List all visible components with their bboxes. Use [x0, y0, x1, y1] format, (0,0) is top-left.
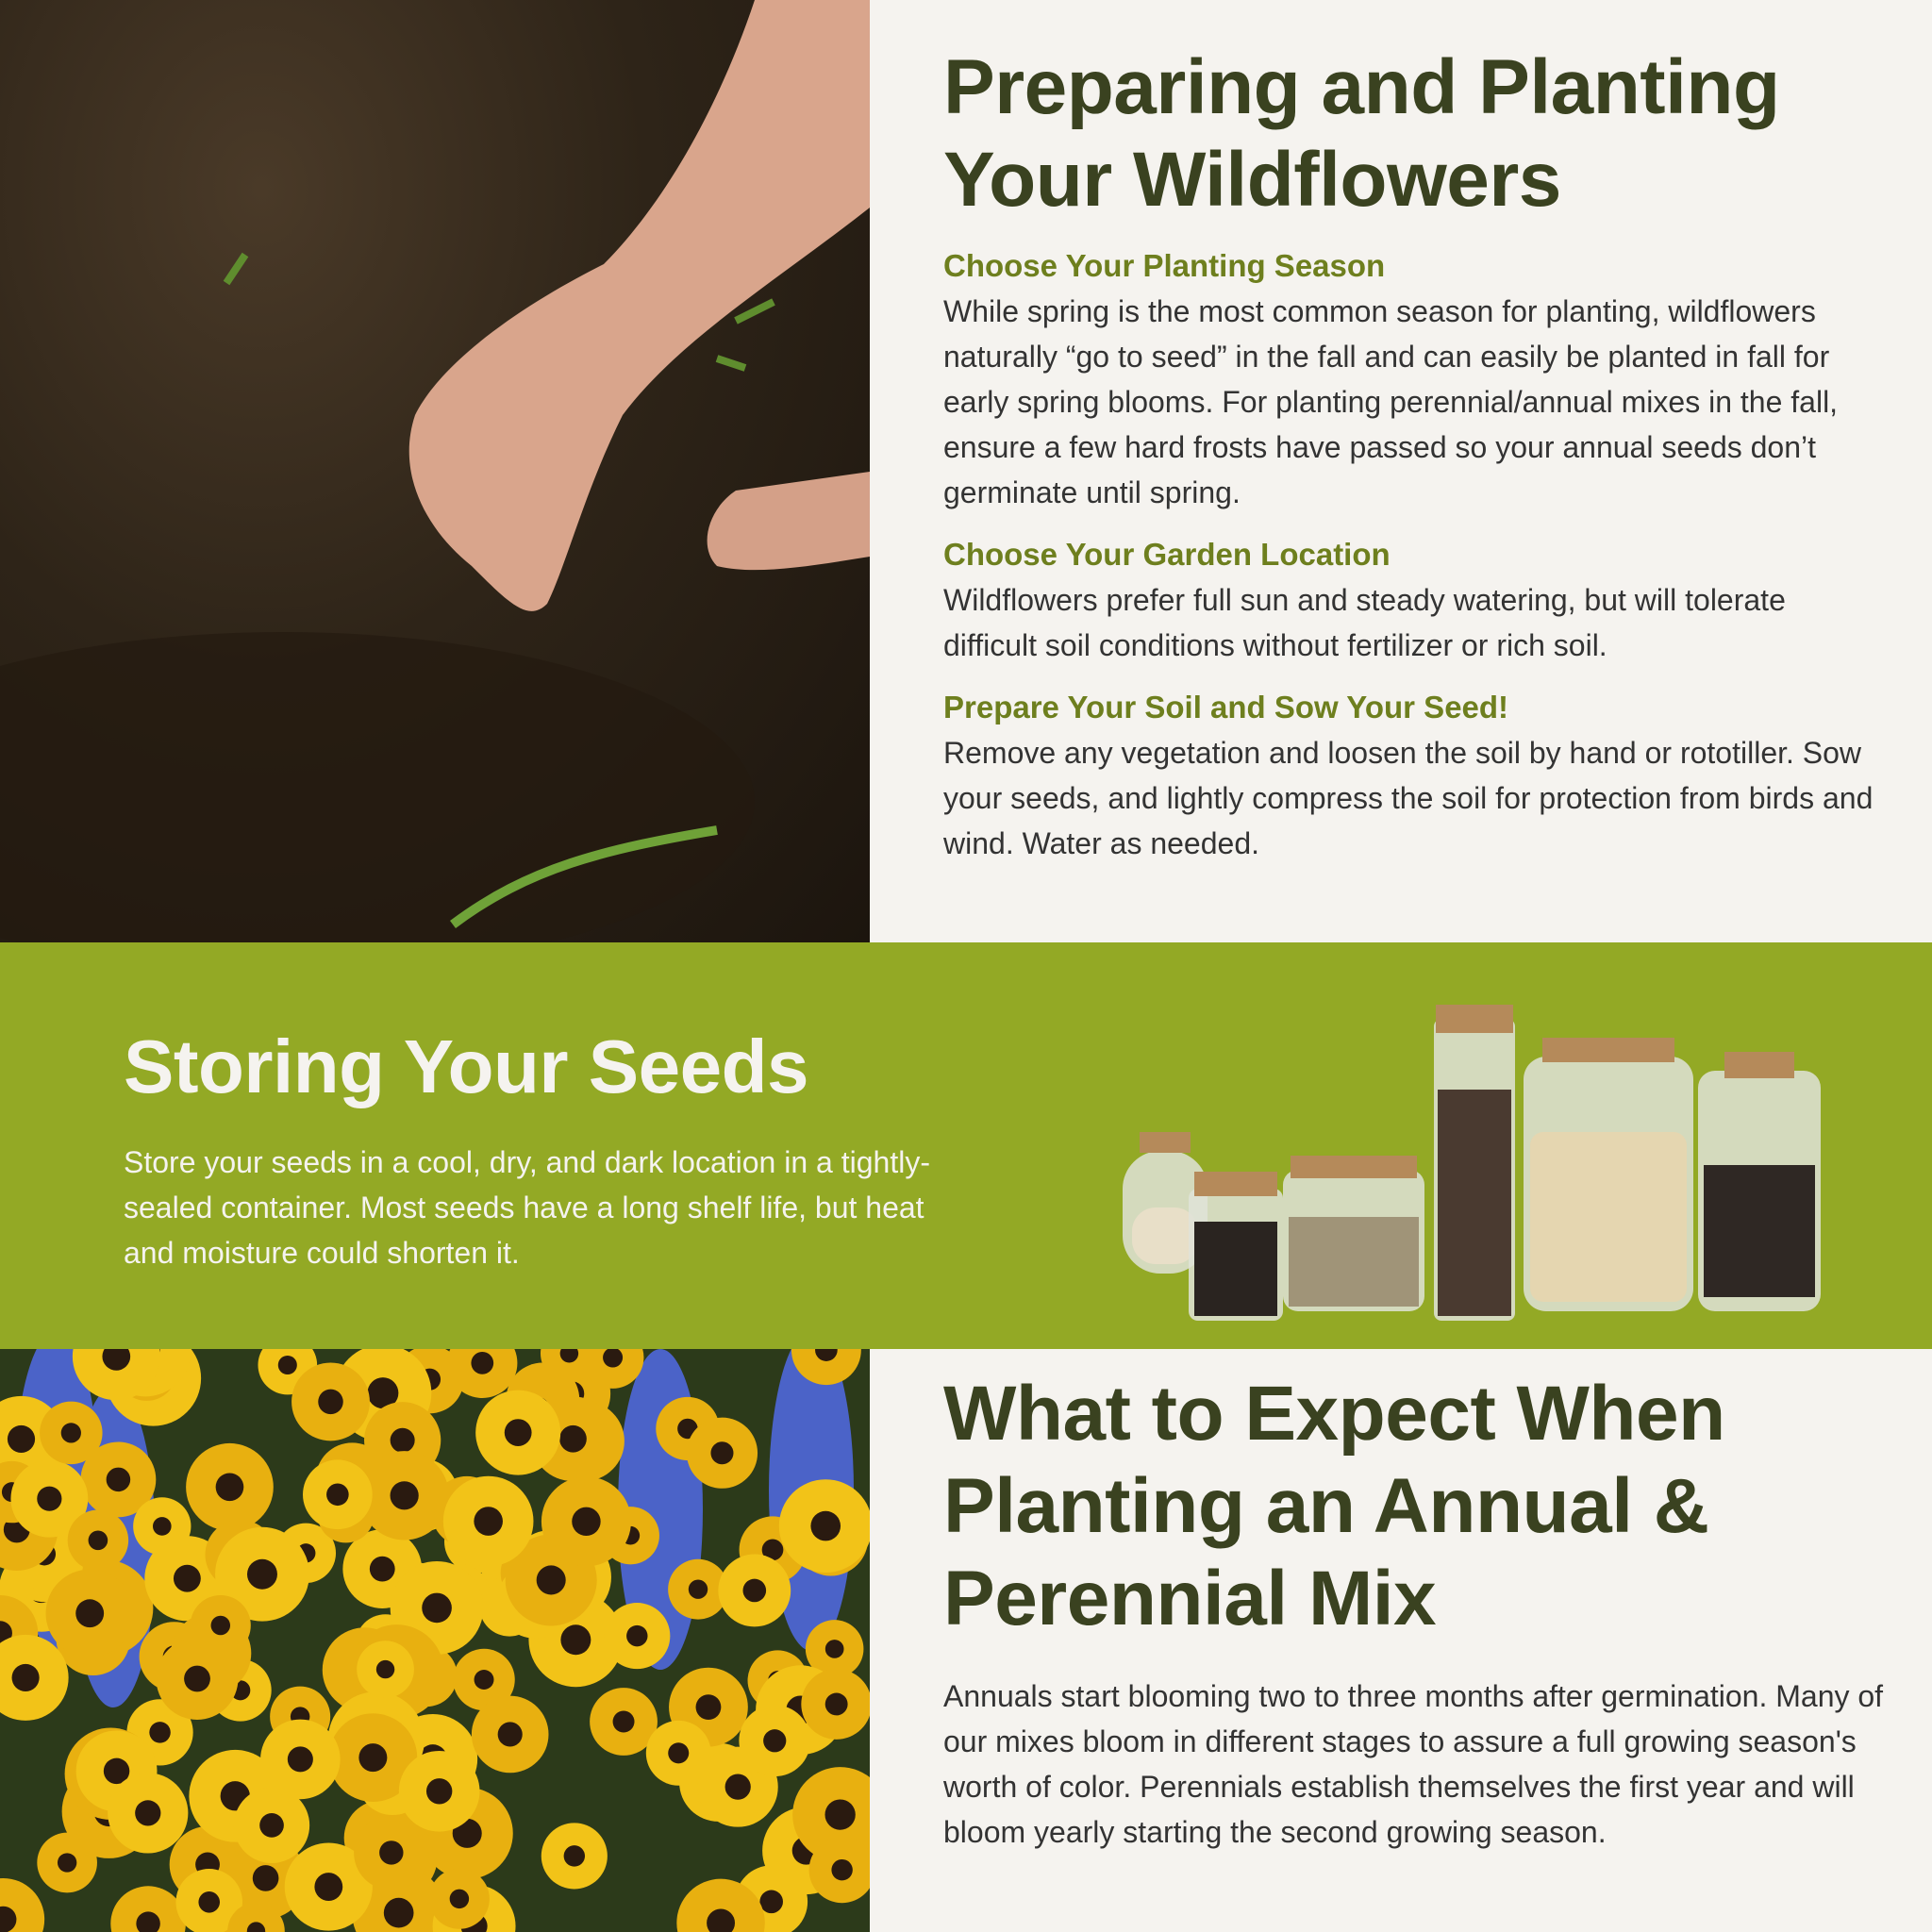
flower: [110, 1886, 186, 1932]
flower: [108, 1773, 188, 1853]
flower: [357, 1641, 414, 1698]
flower: [604, 1603, 670, 1669]
flower: [359, 1451, 448, 1540]
jar: [1283, 1156, 1424, 1311]
expect-title: What to Expect When Planting an Annual & Perennial Mix: [943, 1371, 1725, 1641]
planting-title: Preparing and Planting Your Wildflowers: [943, 44, 1780, 223]
storing-section: [124, 1021, 954, 1275]
section-text: Remove any vegetation and loosen the soil by hand or rototiller. Sow your seeds, and lightly compress the soil for protection from birds and wind. Water as needed.: [943, 736, 1874, 860]
flower: [40, 1402, 102, 1464]
flower: [399, 1751, 480, 1832]
flower: [475, 1391, 560, 1475]
flower: [541, 1476, 631, 1566]
hands-sowing-seeds-image: [0, 0, 870, 942]
flower: [472, 1696, 549, 1774]
soil-planting-photo: [0, 0, 870, 942]
jar: [1698, 1052, 1821, 1311]
seed-jars-image: [1094, 1000, 1830, 1340]
jar: [1524, 1038, 1693, 1311]
section-heading: Choose Your Planting Season: [943, 248, 1386, 283]
flower-field-image: [0, 1349, 870, 1932]
section-text: While spring is the most common season for planting, wildflowers naturally “go to seed” in the fall and can easily be planted in fall for early spring blooms. For planting perennial/annual mixes in the fall, ensure a few hard frosts have passed so your annual seeds don’t germinate until spring.: [943, 294, 1839, 509]
flower: [739, 1705, 810, 1776]
flower: [429, 1869, 490, 1929]
flower: [443, 1476, 534, 1567]
storing-title: Storing Your Seeds: [124, 1024, 808, 1108]
flower: [541, 1823, 608, 1889]
flower: [0, 1878, 44, 1932]
jar: [1434, 1005, 1515, 1321]
flower: [37, 1833, 97, 1893]
expect-text: Annuals start blooming two to three months after germination. Many of our mixes bloom in different stages to assure a full growing season's worth of color. Perennials establish themselves the first year and will bloom yearly starting the second growing season.: [943, 1679, 1884, 1849]
flower: [779, 1479, 870, 1573]
flower: [186, 1443, 274, 1531]
black-eyed-susan-flowers-photo: [0, 1349, 870, 1932]
flower: [191, 1595, 251, 1656]
flower: [133, 1497, 191, 1555]
flower: [687, 1418, 758, 1489]
flower: [68, 1510, 128, 1571]
flower: [718, 1555, 791, 1627]
section-text: Wildflowers prefer full sun and steady watering, but will tolerate difficult soil conditions without fertilizer or rich soil.: [943, 583, 1786, 662]
jar: [1189, 1172, 1283, 1321]
expect-section: [943, 1368, 1887, 1855]
flower: [303, 1459, 373, 1529]
planting-section: [943, 42, 1887, 866]
flower: [260, 1720, 341, 1800]
flower: [646, 1721, 711, 1786]
flower: [354, 1815, 428, 1890]
flower: [46, 1570, 134, 1657]
storing-text: Store your seeds in a cool, dry, and dark location in a tightly-sealed container. Most seeds have a long shelf life, but heat and moisture could shorten it.: [124, 1145, 930, 1270]
section-heading: Prepare Your Soil and Sow Your Seed!: [943, 690, 1509, 724]
flower: [801, 1669, 870, 1740]
flower: [291, 1362, 370, 1441]
section-heading: Choose Your Garden Location: [943, 537, 1391, 572]
